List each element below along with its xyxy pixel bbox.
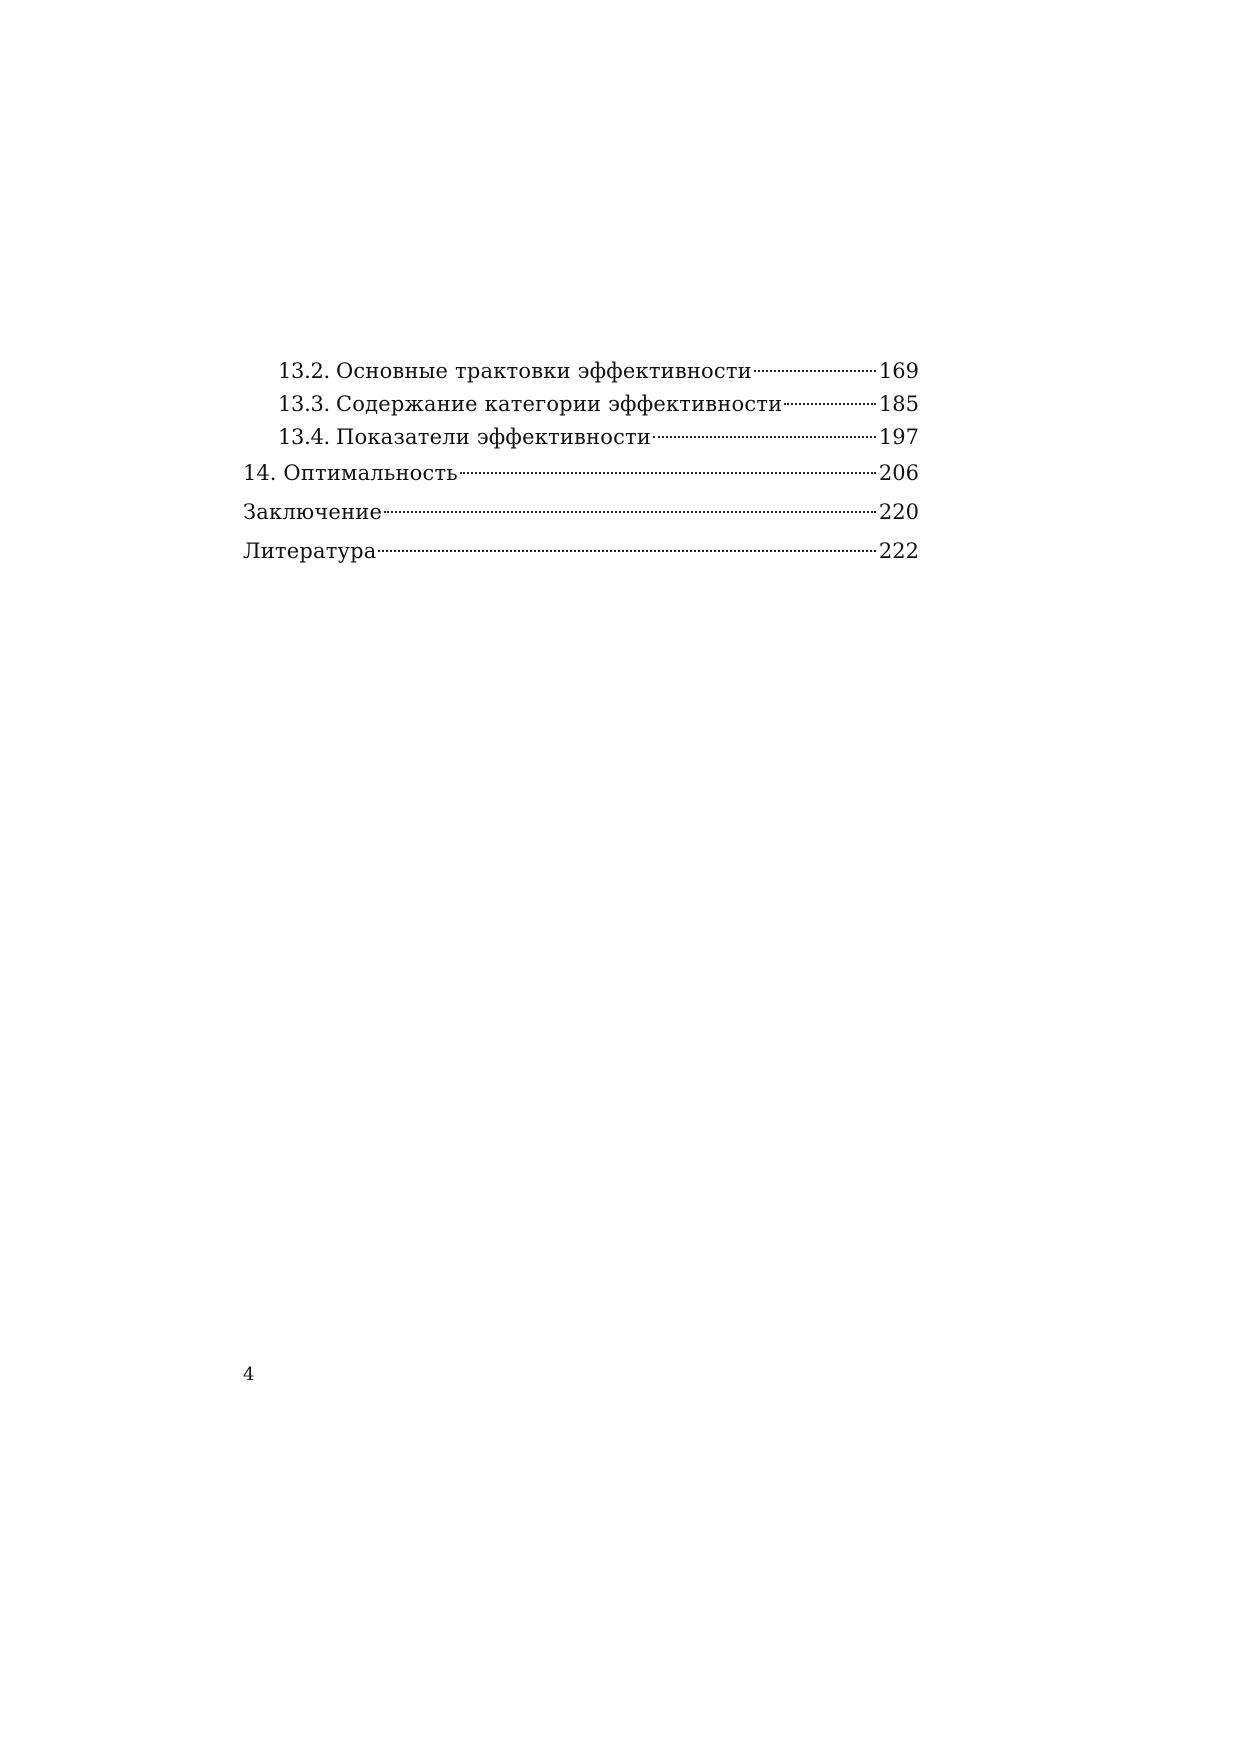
toc-entry-conclusion[interactable] [243, 499, 919, 538]
toc-entry-13-2[interactable] [243, 358, 919, 391]
dot-leader [653, 436, 876, 438]
toc-entry-page: 206 [878, 461, 919, 485]
toc-entry-page: 220 [878, 500, 919, 524]
page-number: 4 [243, 1364, 255, 1385]
toc-entry-title: Оптимальность [283, 461, 458, 485]
table-of-contents [243, 358, 919, 577]
toc-entry-page: 169 [878, 359, 919, 383]
toc-entry-title: Литература [243, 539, 377, 563]
toc-entry-number: 13.4. [278, 425, 330, 449]
toc-entry-number: 13.2. [278, 359, 330, 383]
toc-entry-page: 197 [878, 425, 919, 449]
dot-leader [460, 472, 876, 474]
toc-entry-13-4[interactable] [243, 424, 919, 457]
toc-entry-number: 13.3. [278, 392, 330, 416]
toc-entry-title: Основные трактовки эффективности [336, 359, 752, 383]
dot-leader [784, 403, 876, 405]
toc-entry-page: 222 [878, 539, 919, 563]
toc-entry-literature[interactable] [243, 538, 919, 577]
toc-entry-title: Заключение [243, 500, 383, 524]
dot-leader [384, 511, 876, 513]
dot-leader [754, 370, 876, 372]
dot-leader [378, 550, 875, 552]
toc-entry-13-3[interactable] [243, 391, 919, 424]
toc-entry-title: Содержание категории эффективности [336, 392, 783, 416]
toc-entry-page: 185 [878, 392, 919, 416]
toc-entry-title: Показатели эффективности [336, 425, 652, 449]
toc-entry-number: 14. [243, 461, 277, 485]
toc-entry-14[interactable] [243, 460, 919, 499]
